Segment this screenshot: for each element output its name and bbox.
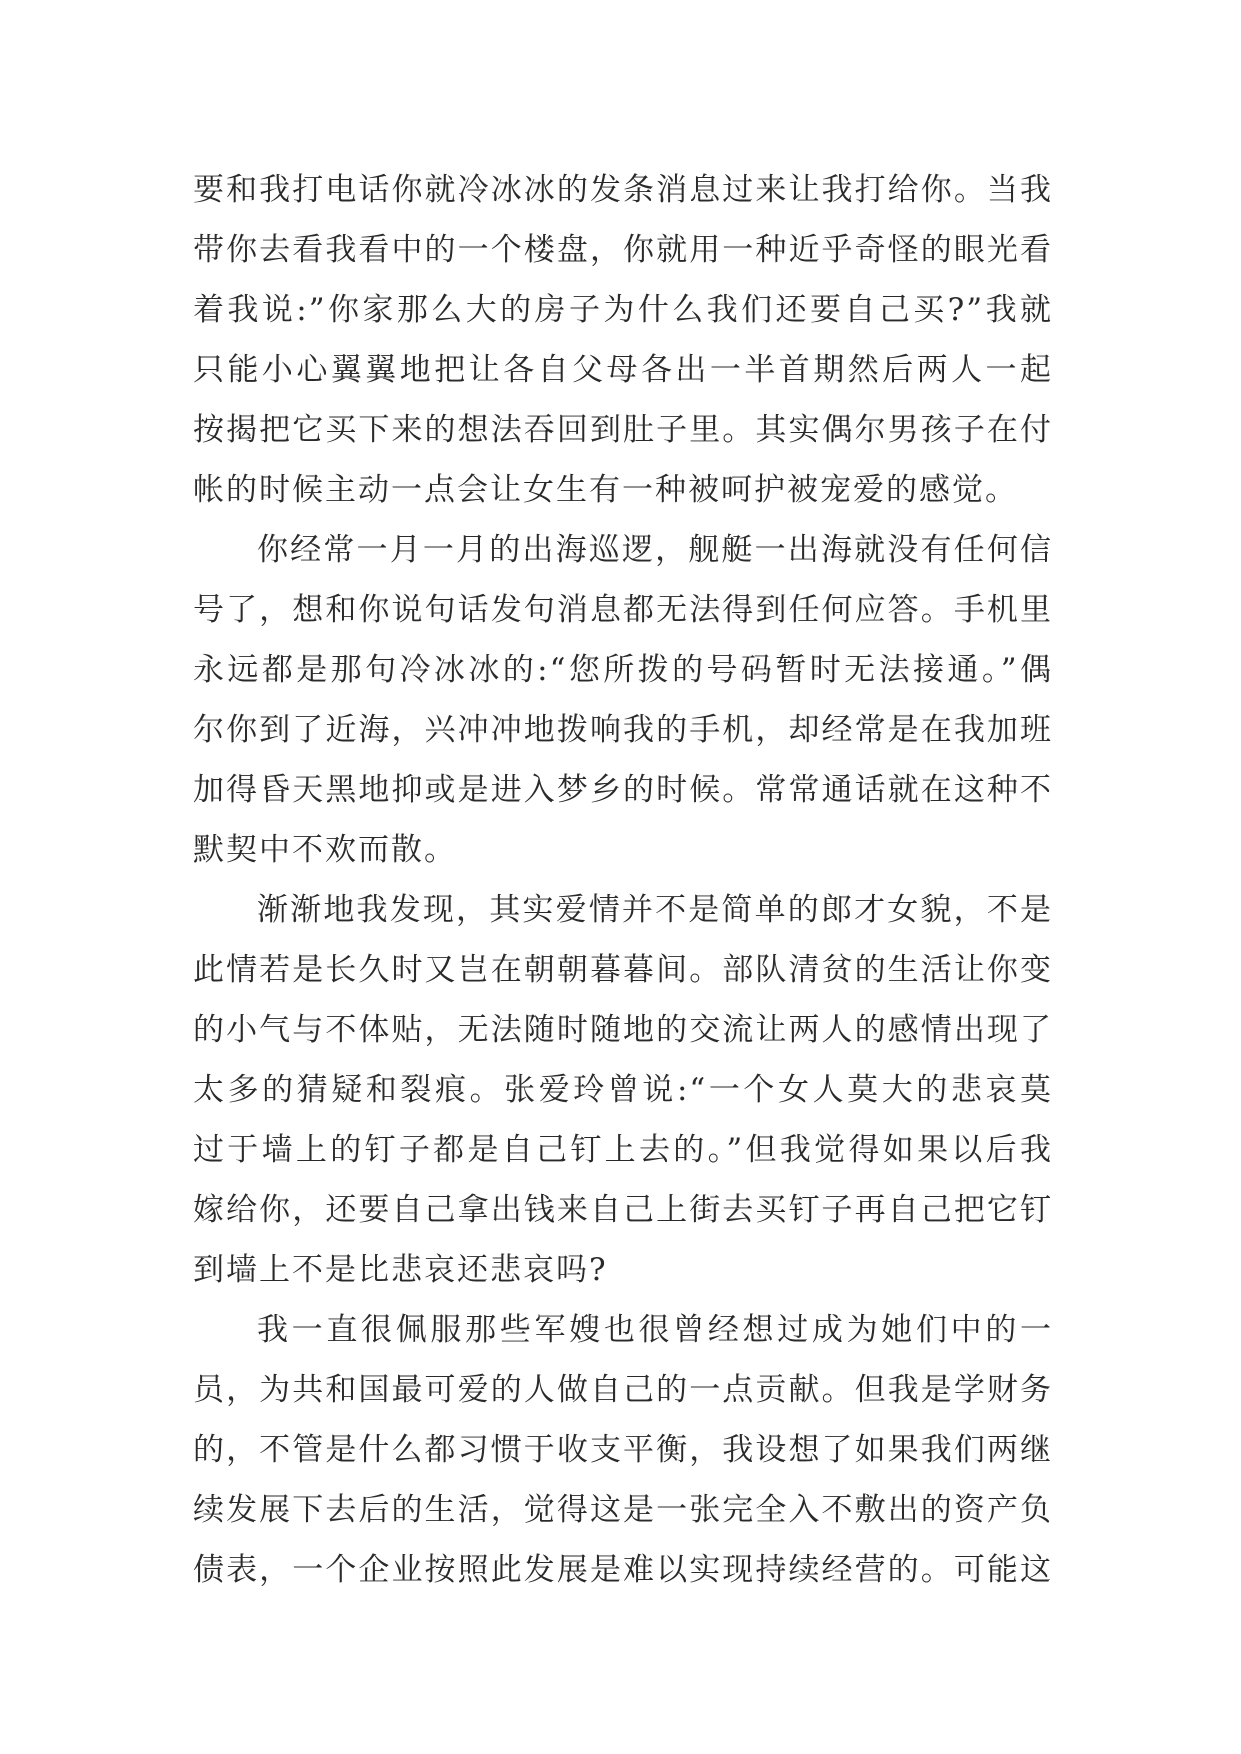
- text-line: 过于墙上的钉子都是自己钉上去的。”但我觉得如果以后我: [193, 1132, 1053, 1168]
- text-line: 要和我打电话你就冷冰冰的发条消息过来让我打给你。当我: [193, 172, 1053, 208]
- text-line: 号了，想和你说句话发句消息都无法得到任何应答。手机里: [193, 592, 1053, 628]
- text-line: 着我说:”你家那么大的房子为什么我们还要自己买?”我就: [193, 292, 1053, 328]
- text-line: 帐的时候主动一点会让女生有一种被呵护被宠爱的感觉。: [193, 472, 1018, 508]
- text-line: 到墙上不是比悲哀还悲哀吗?: [193, 1252, 608, 1288]
- text-line: 我一直很佩服那些军嫂也很曾经想过成为她们中的一: [257, 1312, 1053, 1348]
- body-text: [193, 160, 1053, 1600]
- text-line: 的，不管是什么都习惯于收支平衡，我设想了如果我们两继: [193, 1432, 1053, 1468]
- text-line: 员，为共和国最可爱的人做自己的一点贡献。但我是学财务: [193, 1372, 1053, 1408]
- text-line: 加得昏天黑地抑或是进入梦乡的时候。常常通话就在这种不: [193, 772, 1053, 808]
- text-line: 你经常一月一月的出海巡逻，舰艇一出海就没有任何信: [257, 532, 1053, 568]
- text-line: 续发展下去后的生活，觉得这是一张完全入不敷出的资产负: [193, 1492, 1053, 1528]
- text-line: 按揭把它买下来的想法吞回到肚子里。其实偶尔男孩子在付: [193, 412, 1053, 448]
- text-line: 债表，一个企业按照此发展是难以实现持续经营的。可能这: [193, 1552, 1053, 1588]
- text-line: 只能小心翼翼地把让各自父母各出一半首期然后两人一起: [193, 352, 1053, 388]
- text-line: 的小气与不体贴，无法随时随地的交流让两人的感情出现了: [193, 1012, 1053, 1048]
- text-line: 渐渐地我发现，其实爱情并不是简单的郎才女貌，不是: [257, 892, 1053, 928]
- text-line: 永远都是那句冷冰冰的:“您所拨的号码暂时无法接通。”偶: [193, 652, 1053, 688]
- text-line: 带你去看我看中的一个楼盘，你就用一种近乎奇怪的眼光看: [193, 232, 1053, 268]
- text-line: 默契中不欢而散。: [193, 832, 457, 868]
- text-line: 太多的猜疑和裂痕。张爱玲曾说:“一个女人莫大的悲哀莫: [193, 1072, 1053, 1108]
- text-line: 嫁给你，还要自己拿出钱来自己上街去买钉子再自己把它钉: [193, 1192, 1053, 1228]
- text-line: 此情若是长久时又岂在朝朝暮暮间。部队清贫的生活让你变: [193, 952, 1053, 988]
- text-line: 尔你到了近海，兴冲冲地拨响我的手机，却经常是在我加班: [193, 712, 1053, 748]
